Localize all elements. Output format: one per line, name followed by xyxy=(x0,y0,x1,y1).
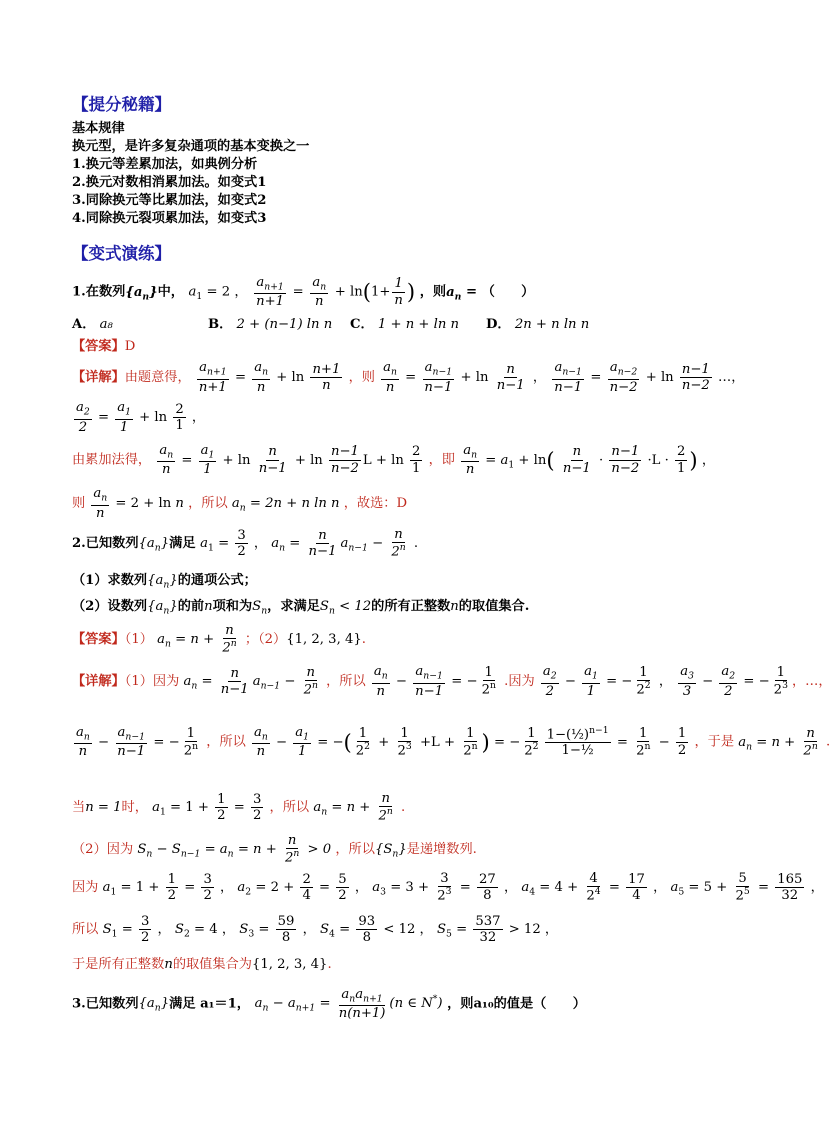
tip-line-2: 换元型，是许多复杂通项的基本变换之一 xyxy=(72,139,310,154)
q1-option-a: A． a₈ xyxy=(72,317,113,332)
q2-detail-6: 所以 $S_1$ = $\frac{3}{2}$ ， $S_2 = 4$ ， $S_3$ = $\frac{59}{8}$ ， $S_4$ = $\frac{93}{8}$ < 12 ， $S_5$ = $\frac{537}{32}$ > 12 ， xyxy=(72,913,559,945)
q2-detail-4: （2）因为 $S_n - S_{n-1} = a_n = n$ + $\frac{n}{2^n}$ > 0 ，所以$\{S_n\}$是递增数列. xyxy=(72,833,477,866)
q2-stem: 2.已知数列$\{a_n\}$满足 $a_1$ = $\frac{3}{2}$ ， $a_n$ = $\frac{n}{n-1}$ $a_{n-1}$ − $\frac{n}{2^n}$ . xyxy=(72,527,419,560)
tip-line-5: 3.同除换元等比累加法，如变式2 xyxy=(72,193,267,208)
q1-stem: 1.在数列$\{a_n\}$中， $a_1 = 2$ ， $\frac{a_{n+1}}{n+1}$ = $\frac{a_n}{n}$ + ln(1+ $\frac{1}{n}$ ) ，则$a_n$ = （ ） xyxy=(72,274,535,310)
tip-line-6: 4.同除换元裂项累加法，如变式3 xyxy=(72,211,267,226)
q2-detail-3: 当n = 1时， $a_1 = 1$ + $\frac{1}{2}$ = $\frac{3}{2}$ ，所以 $a_n = n$ + $\frac{n}{2^n}$ . xyxy=(72,791,406,824)
tip-line-3: 1.换元等差累加法，如典例分析 xyxy=(72,157,258,172)
q2-answer: 【答案】（1） $a_n = n$ + $\frac{n}{2^n}$ ；（2）{1, 2, 3, 4}. xyxy=(72,623,366,656)
q1-answer: 【答案】D xyxy=(72,339,136,354)
q1-option-b: B． 2 + (n−1) ln n xyxy=(208,317,333,332)
q1-detail-2: $\frac{a_2}{2}$ = $\frac{a_1}{1}$ + ln $\frac{2}{1}$ ， xyxy=(76,400,206,435)
q2-part1: （1）求数列$\{a_n\}$的通项公式； xyxy=(72,573,257,591)
q1-option-c: C． 1 + n + ln n xyxy=(350,317,460,332)
q1-option-d: D． 2n + n ln n xyxy=(486,317,590,332)
q2-final: 于是所有正整数n的取值集合为{1, 2, 3, 4}. xyxy=(72,957,332,972)
q3-stem: 3.已知数列$\{a_n\}$满足 a₁＝1， $a_n - a_{n+1}$ = $\frac{a_na_{n+1}}{n(n+1)}$ (n ∈ N*) ，则a₁₀的值是（ ） xyxy=(72,986,586,1021)
q2-detail-2: $\frac{a_n}{n}$ − $\frac{a_{n-1}}{n-1}$ = − $\frac{1}{2^n}$ ，所以 $\frac{a_n}{n}$ − $\frac{a_1}{1}$ = −( $\frac{1}{2^2}$ + $\frac{1}{2^3}$ +L + $\frac{1}{2^n}$ ) = − $\frac{1}{2^2}$ $\frac{1-(\frac{1}{2})^{n-1}}{\text{1−½}}$ = $\frac{1}{2^n}$ − $\frac{1}{2}$ ，于是 $a_n = n$ + $\frac{n}{2^n}$ . xyxy=(76,724,831,760)
tip-line-4: 2.换元对数相消累加法。如变式1 xyxy=(72,175,267,190)
q2-detail-1: 【详解】（1）因为 $a_n$ = $\frac{n}{n-1}$ $a_{n-1}$ − $\frac{n}{2^n}$ ，所以 $\frac{a_n}{n}$ − $\frac{a_{n-1}}{n-1}$ = − $\frac{1}{2^n}$ .因为 $\frac{a_2}{2}$ − $\frac{a_1}{1}$ = − $\frac{1}{2^2}$ ， $\frac{a_3}{3}$ − $\frac{a_2}{2}$ = − $\frac{1}{2^3}$ ，…， xyxy=(72,664,832,699)
q2-part2: （2）设数列$\{a_n\}$的前n项和为$S_n$，求满足$S_n < 12$的所有正整数n的取值集合. xyxy=(72,599,530,617)
q1-conclusion: 则 $\frac{a_n}{n}$ = 2 + ln n ，所以 $a_n = 2n + n$ ln n ，故选：D xyxy=(72,486,408,521)
q1-detail-3: 由累加法得， $\frac{a_n}{n}$ = $\frac{a_1}{1}$ + ln $\frac{n}{n-1}$ + ln $\frac{n-1}{n-2}$ L + ln $\frac{2}{1}$ ，即 $\frac{a_n}{n}$ = $a_1 + \ln$( $\frac{n}{n-1}$ · $\frac{n-1}{n-2}$ ·L · $\frac{2}{1}$ ) ， xyxy=(72,442,716,478)
q1-detail-1: 【详解】由题意得， $\frac{a_{n+1}}{n+1}$ = $\frac{a_n}{n}$ + ln $\frac{n+1}{n}$ ，则 $\frac{a_n}{n}$ = $\frac{a_{n-1}}{n-1}$ + ln $\frac{n}{n-1}$ ， $\frac{a_{n-1}}{n-1}$ = $\frac{a_{n-2}}{n-2}$ + ln $\frac{n-1}{n-2}$ …， xyxy=(72,360,745,395)
tip-line-1: 基本规律 xyxy=(72,121,125,136)
section-title-tips: 【提分秘籍】 xyxy=(72,95,171,114)
q2-detail-5: 因为 $a_1 = 1$ + $\frac{1}{2}$ = $\frac{3}{2}$ ， $a_2 = 2$ + $\frac{2}{4}$ = $\frac{5}{2}$ ， $a_3 = 3$ + $\frac{3}{2^3}$ = $\frac{27}{8}$ ， $a_4 = 4$ + $\frac{4}{2^4}$ = $\frac{17}{4}$ ， $a_5 = 5$ + $\frac{5}{2^5}$ = $\frac{165}{32}$ ， xyxy=(72,871,824,904)
section-title-practice: 【变式演练】 xyxy=(72,244,171,263)
